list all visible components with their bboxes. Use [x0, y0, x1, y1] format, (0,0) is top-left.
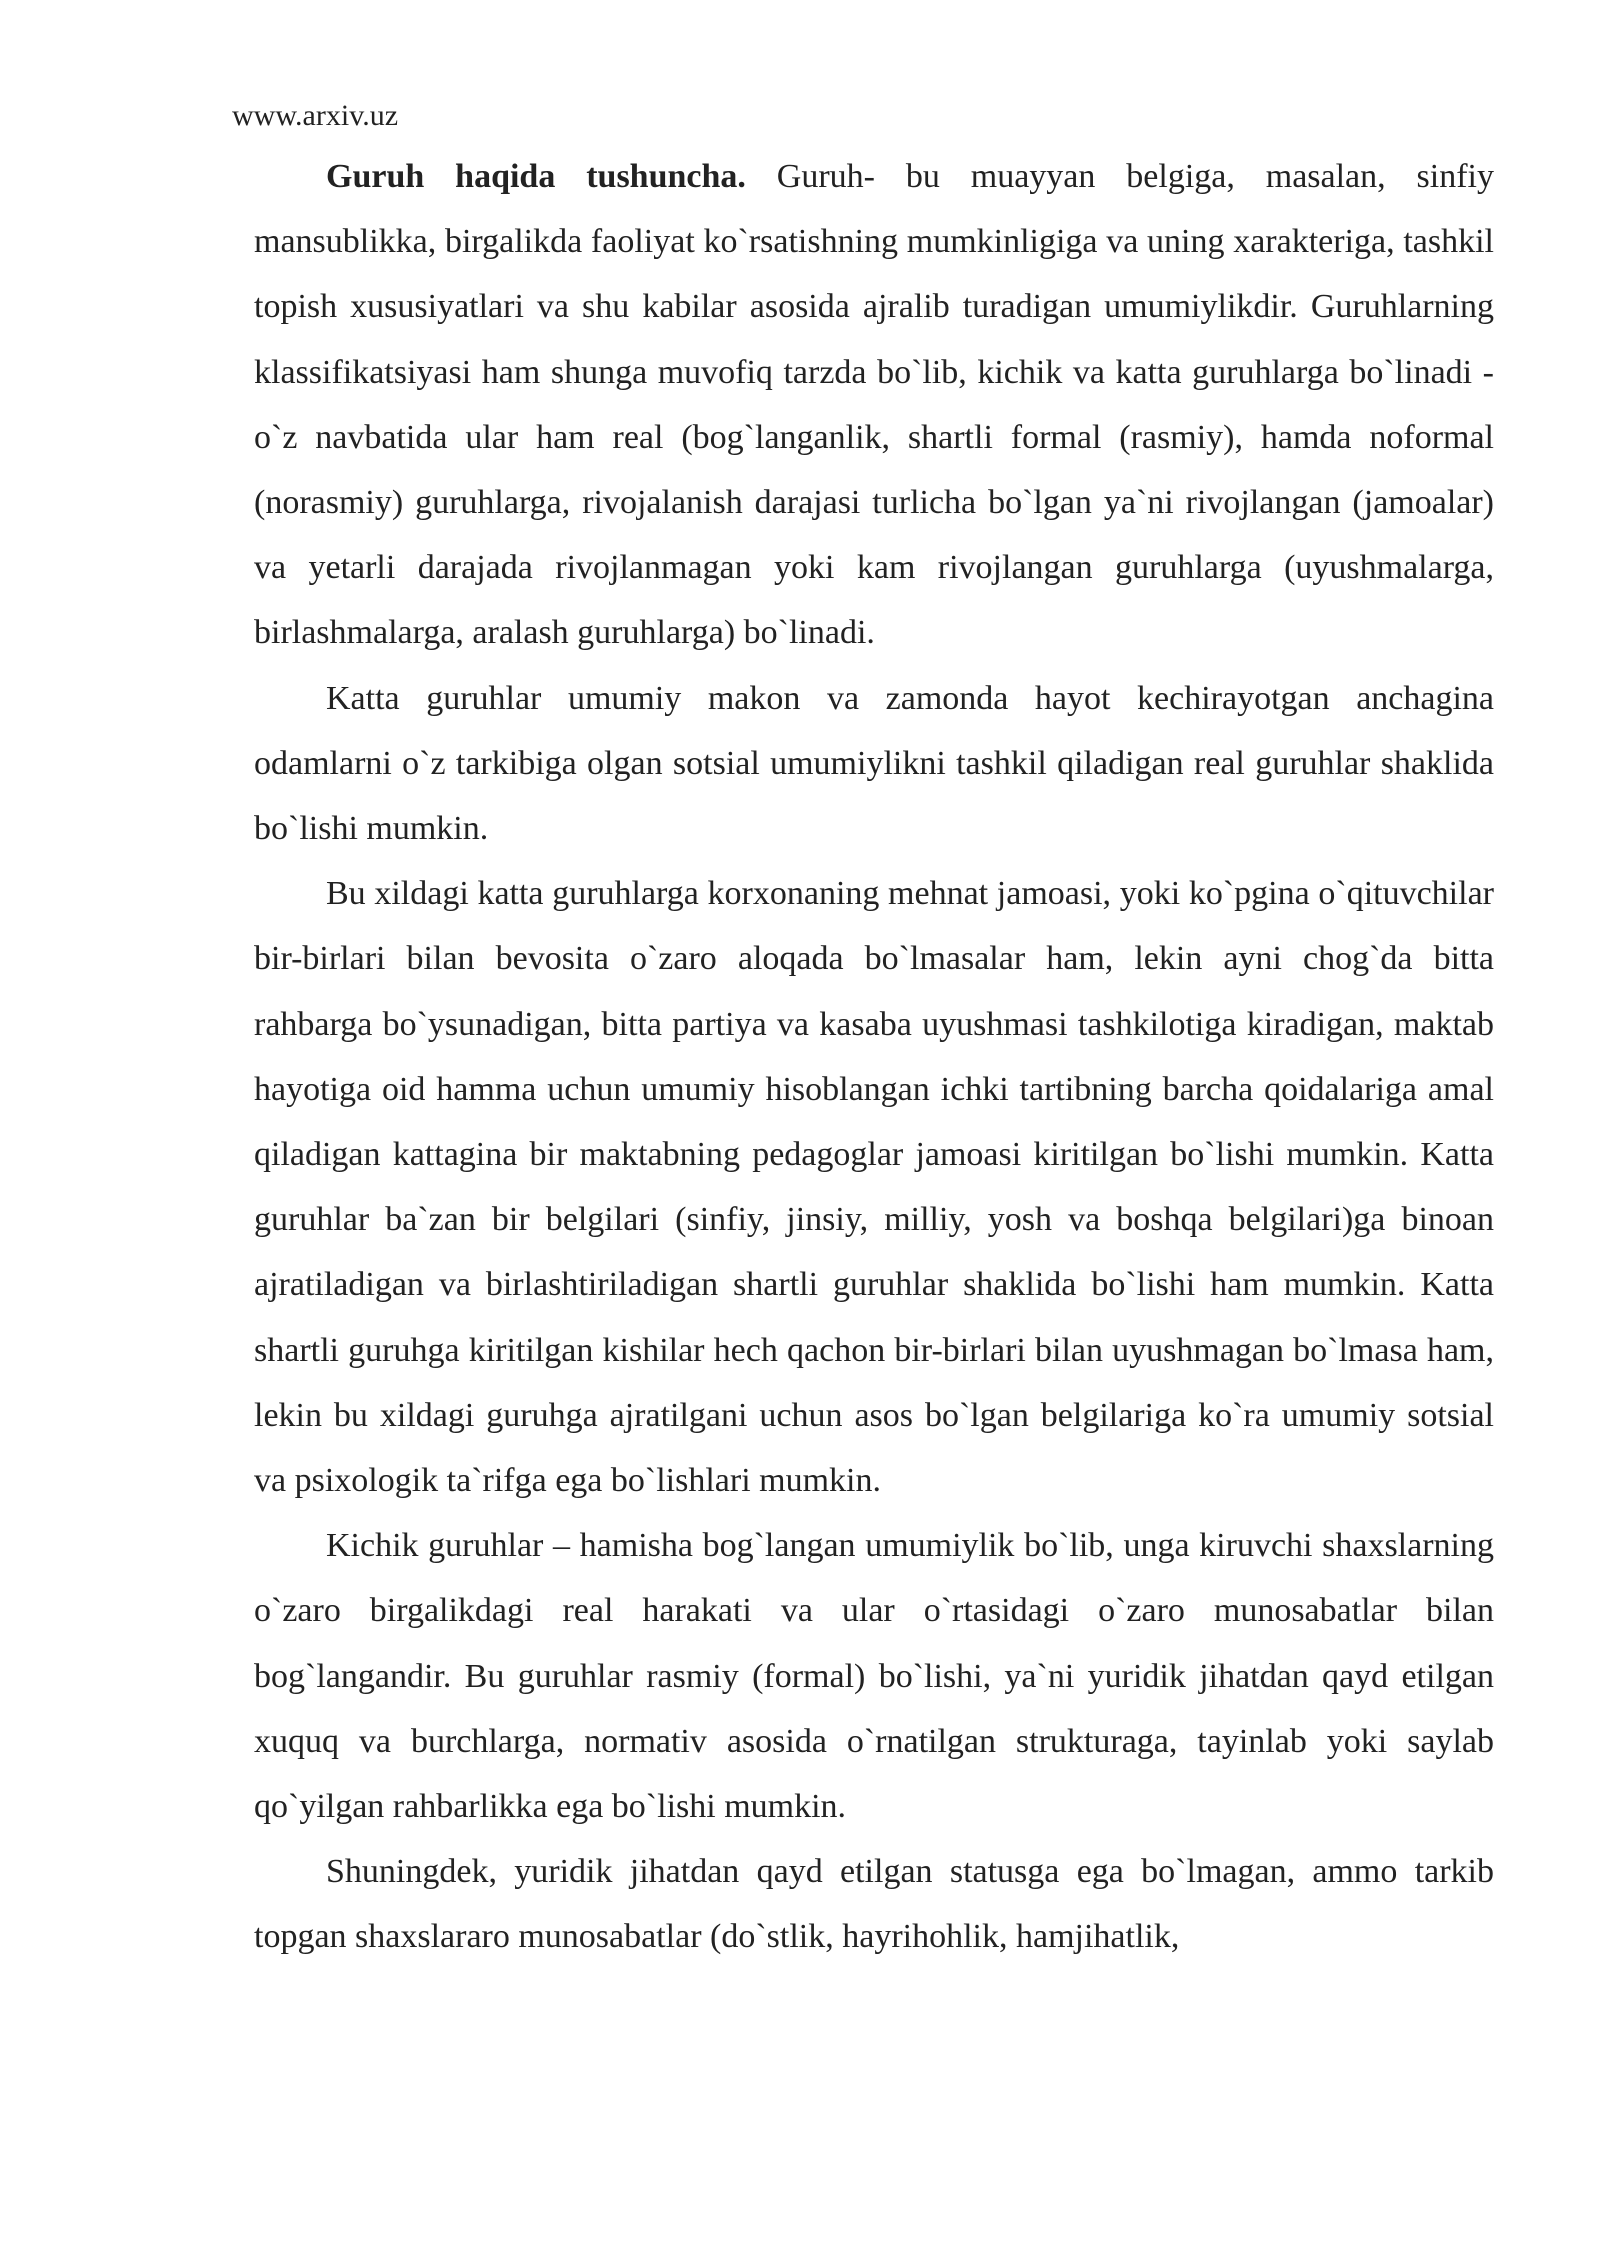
- paragraph-4: Kichik guruhlar – hamisha bog`langan umumiylik bo`lib, unga kiruvchi shaxslarning o`zaro birgalikdagi real harakati va ular o`rtasidagi o`zaro munosabatlar bilan bog`langandir. Bu guruhlar rasmiy (formal) bo`lishi, ya`ni yuridik jihatdan qayd etilgan xuquq va burchlarga, normativ asosida o`rnatilgan strukturaga, tayinlab yoki saylab qo`yilgan rahbarlikka ega bo`lishi mumkin.: [254, 1527, 1494, 1826]
- paragraph-2: Katta guruhlar umumiy makon va zamonda hayot kechirayotgan anchagina odamlarni o`z tarkibiga olgan sotsial umumiylikni tashkil qiladigan real guruhlar shaklida bo`lishi mumkin.: [254, 679, 1494, 848]
- section-heading: Guruh haqida tushuncha.: [326, 158, 746, 195]
- document-body: [254, 144, 1494, 1970]
- paragraph-text: Guruh- bu muayyan belgiga, masalan, sinfiy mansublikka, birgalikda faoliyat ko`rsatishning mumkinligiga va uning xarakteriga, tashkil topish xususiyatlari va shu kabilar asosida ajralib turadigan umumiylikdir. Guruhlarning klassifikatsiyasi ham shunga muvofiq tarzda bo`lib, kichik va katta guruhlarga bo`linadi - o`z navbatida ular ham real (bog`langanlik, shartli formal (rasmiy), hamda noformal (norasmiy) guruhlarga, rivojalanish darajasi turlicha bo`lgan ya`ni rivojlangan (jamoalar) va yetarli darajada rivojlanmagan yoki kam rivojlangan guruhlarga (uyushmalarga, birlashmalarga, aralash guruhlarga) bo`linadi.: [254, 158, 1494, 652]
- site-url: www.arxiv.uz: [232, 99, 399, 132]
- paragraph-5: Shuningdek, yuridik jihatdan qayd etilgan statusga ega bo`lmagan, ammo tarkib topgan shaxslararo munosabatlar (do`stlik, hayrihohlik, hamjihatlik,: [254, 1853, 1494, 1956]
- paragraph-3: Bu xildagi katta guruhlarga korxonaning mehnat jamoasi, yoki ko`pgina o`qituvchilar bir-birlari bilan bevosita o`zaro aloqada bo`lmasalar ham, lekin ayni chog`da bitta rahbarga bo`ysunadigan, bitta partiya va kasaba uyushmasi tashkilotiga kiradigan, maktab hayotiga oid hamma uchun umumiy hisoblangan ichki tartibning barcha qoidalariga amal qiladigan kattagina bir maktabning pedagoglar jamoasi kiritilgan bo`lishi mumkin. Katta guruhlar ba`zan bir belgilari (sinfiy, jinsiy, milliy, yosh va boshqa belgilari)ga binoan ajratiladigan va birlashtiriladigan shartli guruhlar shaklida bo`lishi ham mumkin. Katta shartli guruhga kiritilgan kishilar hech qachon bir-birlari bilan uyushmagan bo`lmasa ham, lekin bu xildagi guruhga ajratilgani uchun asos bo`lgan belgilariga ko`ra umumiy sotsial va psixologik ta`rifga ega bo`lishlari mumkin.: [254, 875, 1494, 1500]
- paragraph-1: [254, 144, 1494, 666]
